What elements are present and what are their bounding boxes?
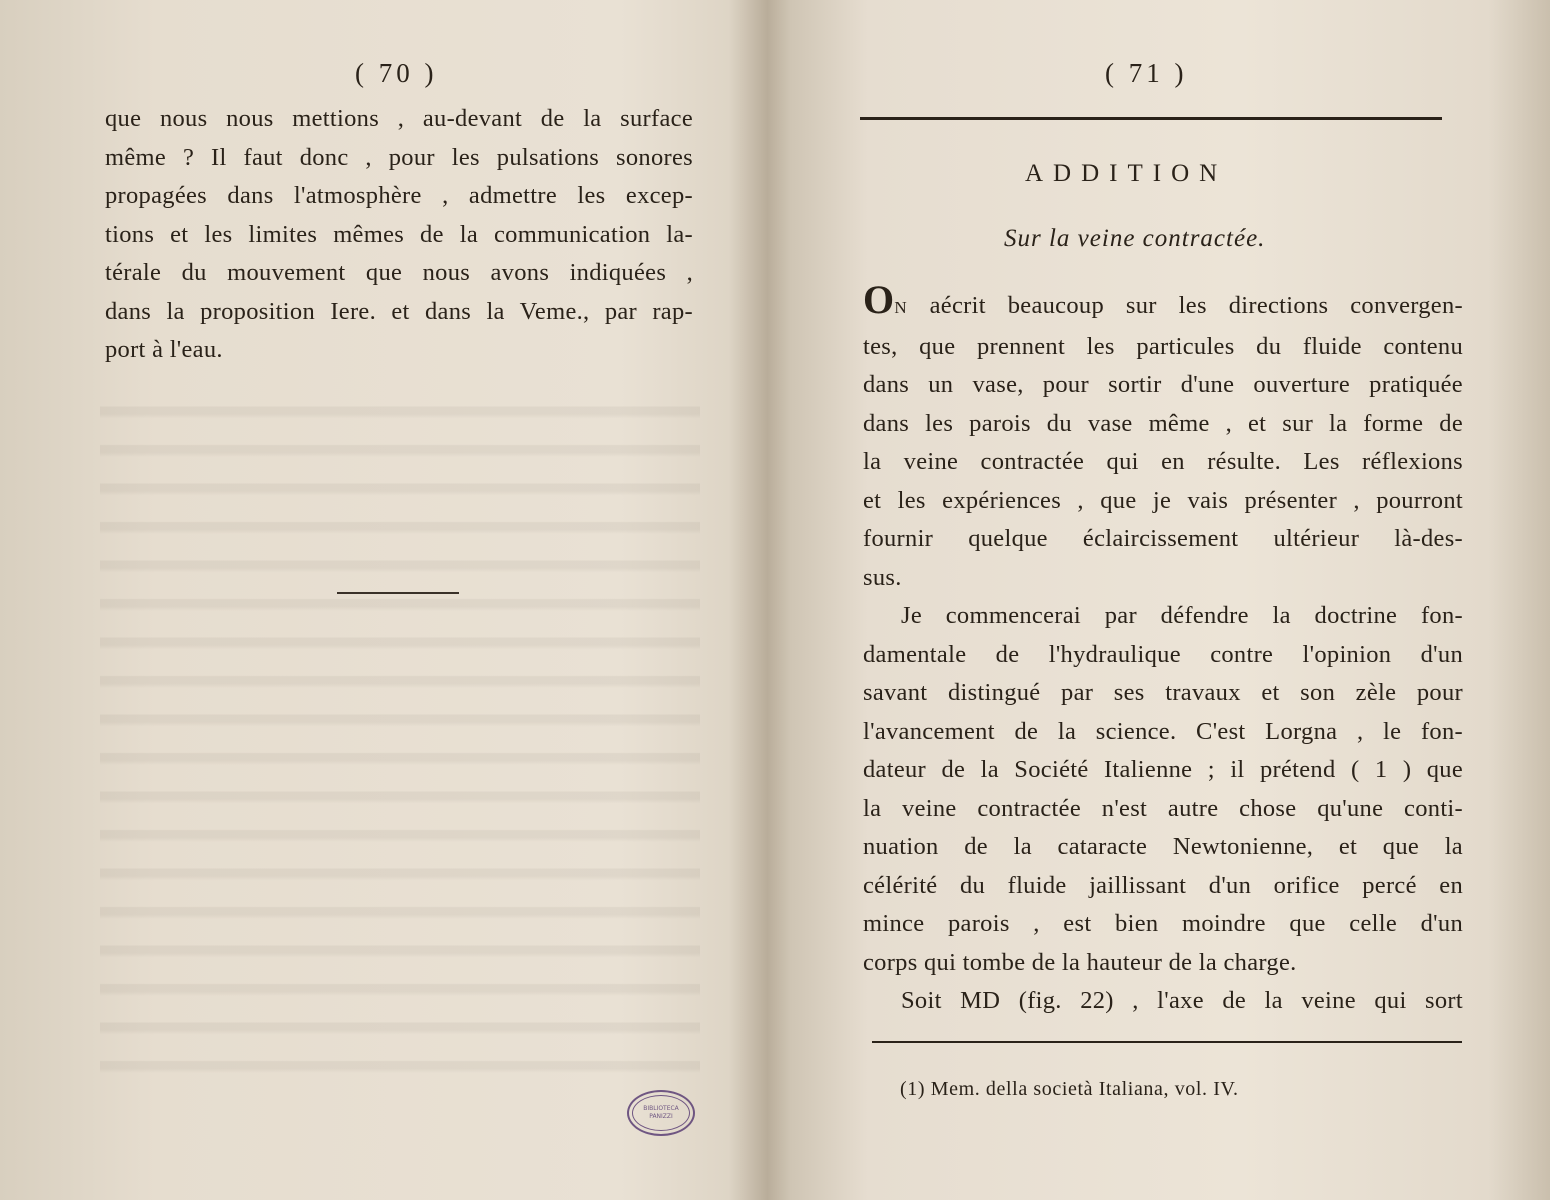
text-line: damentale de l'hydraulique contre l'opinion d'un bbox=[863, 640, 1463, 668]
right-page-text bbox=[863, 277, 1463, 1021]
text-line: tes, que prennent les particules du fluide contenu bbox=[863, 332, 1463, 360]
left-page-text bbox=[105, 100, 693, 370]
section-heading: ADDITION bbox=[1025, 160, 1228, 187]
text-line: même ? Il faut donc , pour les pulsations sonores bbox=[105, 143, 693, 171]
footnote: (1) Mem. della società Italiana, vol. IV. bbox=[900, 1078, 1239, 1100]
text-line: la veine contractée qui en résulte. Les réflexions bbox=[863, 448, 1463, 475]
text-line: corps qui tombe de la hauteur de la charge. bbox=[863, 948, 1297, 976]
section-end-rule bbox=[337, 592, 459, 594]
text-line: Je commencerai par défendre la doctrine fon- bbox=[901, 602, 1463, 629]
header-rule bbox=[860, 117, 1442, 120]
page-number-left: ( 70 ) bbox=[355, 58, 438, 88]
page-number-right: ( 71 ) bbox=[1105, 58, 1188, 88]
footnote-rule bbox=[872, 1041, 1462, 1043]
left-page bbox=[0, 0, 770, 1200]
text-line: térale du mouvement que nous avons indiquées , bbox=[105, 259, 693, 286]
text-line: sus. bbox=[863, 563, 902, 591]
text-fragment: aécrit beaucoup sur les directions convergen- bbox=[907, 292, 1463, 319]
text-line: l'avancement de la science. C'est Lorgna , le fon- bbox=[863, 717, 1463, 745]
text-line: que nous nous mettions , au-devant de la surface bbox=[105, 105, 693, 132]
stamp-word: BIBLIOTECA bbox=[643, 1105, 679, 1112]
text-line: dateur de la Société Italienne ; il prétend ( 1 ) que bbox=[863, 756, 1463, 783]
text-line: tions et les limites mêmes de la communication la- bbox=[105, 220, 693, 248]
right-page bbox=[780, 0, 1550, 1200]
drop-cap: O bbox=[863, 277, 895, 322]
text-line: propagées dans l'atmosphère , admettre les excep- bbox=[105, 182, 693, 209]
text-line bbox=[863, 277, 1463, 328]
text-line: la veine contractée n'est autre chose qu'une conti- bbox=[863, 794, 1463, 822]
stamp-word: PANIZZI bbox=[649, 1113, 673, 1120]
text-line: nuation de la cataracte Newtonienne, et que la bbox=[863, 833, 1463, 860]
text-line: port à l'eau. bbox=[105, 336, 223, 363]
text-line: célérité du fluide jaillissant d'un orifice percé en bbox=[863, 871, 1463, 899]
section-subheading: Sur la veine contractée. bbox=[1004, 225, 1266, 252]
text-line: dans les parois du vase même , et sur la forme de bbox=[863, 409, 1463, 437]
text-line: et les expériences , que je vais présenter , pourront bbox=[863, 486, 1463, 514]
text-line: dans la proposition Iere. et dans la Veme., par rap- bbox=[105, 297, 693, 325]
small-cap: N bbox=[894, 298, 908, 317]
text-line: savant distingué par ses travaux et son zèle pour bbox=[863, 679, 1463, 706]
library-stamp bbox=[627, 1090, 695, 1136]
text-line: dans un vase, pour sortir d'une ouverture pratiquée bbox=[863, 371, 1463, 398]
text-line: Soit MD (fig. 22) , l'axe de la veine qui sort bbox=[901, 987, 1463, 1014]
text-line: mince parois , est bien moindre que celle d'un bbox=[863, 910, 1463, 937]
text-line: fournir quelque éclaircissement ultérieur là-des- bbox=[863, 525, 1463, 552]
